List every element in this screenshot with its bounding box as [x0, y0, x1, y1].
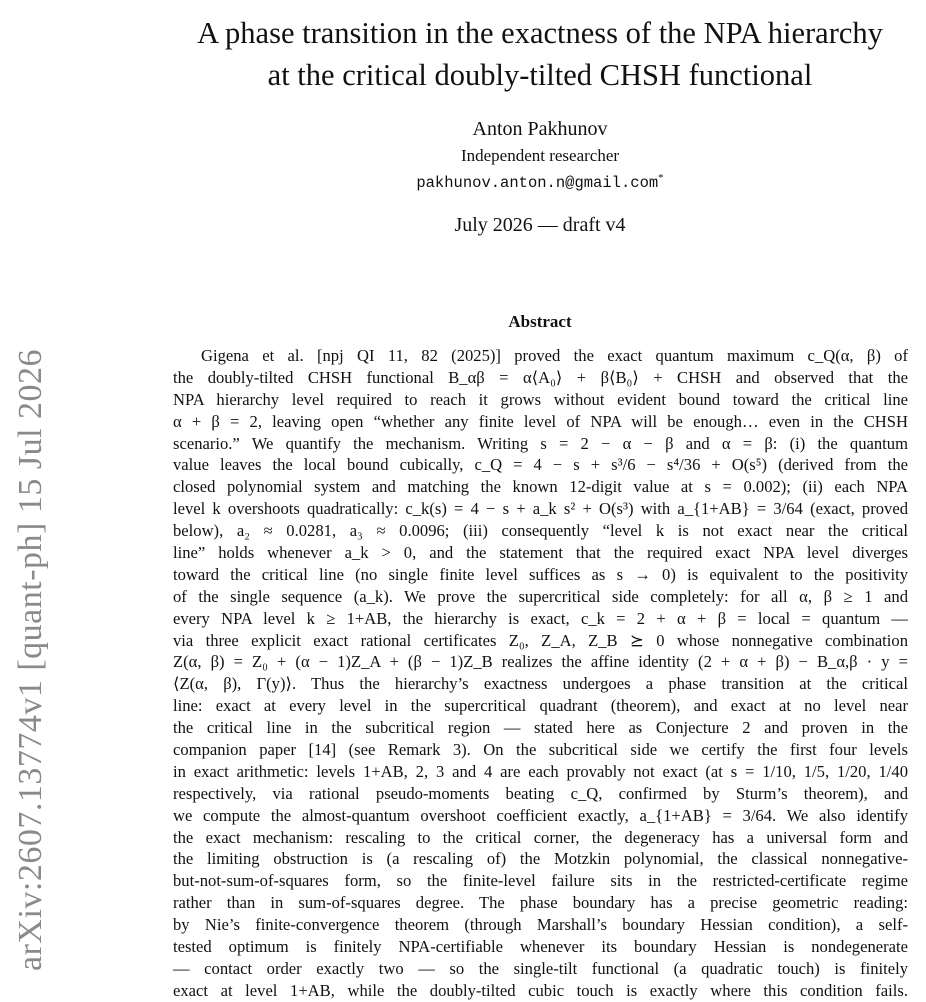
abstract-line: — contact order exactly two — so the single-tilt functional (a quadratic touch) is finitely	[173, 958, 908, 978]
title-line-1: A phase transition in the exactness of the NPA hierarchy	[197, 16, 883, 50]
abstract-line: closed polynomial system and matching the known 12-digit value at s = 0.002); (ii) each NPA	[173, 477, 908, 497]
author-email[interactable]	[150, 172, 926, 192]
footnote-mark: *	[658, 172, 664, 184]
abstract-line: respectively, via rational pseudo-moments beating c_Q, confirmed by Sturm’s theorem), and	[173, 783, 908, 803]
abstract-line: ⟨Z(α, β), Γ(y)⟩. Thus the hierarchy’s exactness undergoes a phase transition at the critical	[173, 674, 908, 694]
abstract-line: tested optimum is finitely NPA-certifiable whenever its boundary Hessian is nondegenerate	[173, 937, 908, 957]
arxiv-sidebar	[8, 0, 54, 1000]
abstract-line: but-not-sum-of-squares form, so the finite-level failure sits in the restricted-certificate regime	[173, 871, 908, 891]
paper-date: July 2026 — draft v4	[454, 214, 626, 236]
abstract-line: Z(α, β) = Z₀ + (α − 1)Z_A + (β − 1)Z_B realizes the affine identity (2 + α + β) − B_α,β · y =	[173, 652, 908, 672]
paper-title	[150, 12, 926, 96]
abstract-line: scenario.” We quantify the mechanism. Writing s = 2 − α − β and α = β: (i) the quantum	[173, 433, 908, 453]
abstract-line: by Nie’s finite-convergence theorem (through Marshall’s boundary Hessian condition), a self-	[173, 915, 908, 935]
title-line-2: at the critical doubly-tilted CHSH functional	[267, 58, 813, 92]
abstract-line: value leaves the local bound cubically, c_Q = 4 − s + s³/6 − s⁴/36 + O(s⁵) (derived from the	[173, 455, 908, 475]
abstract-line: every NPA level k ≥ 1+AB, the hierarchy is exact, c_k = 2 + α + β = local = quantum —	[173, 608, 908, 628]
abstract-line: NPA hierarchy level required to reach it grows without evident bound toward the critical line	[173, 389, 908, 409]
abstract-line: of the single sequence (a_k). We prove the supercritical side completely: for all α, β ≥ 1 and	[173, 586, 908, 606]
abstract-line: line” holds whenever a_k > 0, and the statement that the required exact NPA level diverges	[173, 543, 908, 563]
abstract-line: toward the critical line (no single finite level suffices as s → 0) is equivalent to the positivity	[173, 564, 908, 584]
abstract-line: the exact mechanism: rescaling to the critical corner, the degeneracy has a universal form and	[173, 827, 908, 847]
abstract-heading: Abstract	[508, 312, 572, 331]
abstract-line: the critical line in the subcritical region — stated here as Conjecture 2 and proven in the	[173, 718, 908, 738]
abstract-line: below), a₂ ≈ 0.0281, a₃ ≈ 0.0096; (iii) consequently “level k is not exact near the critical	[173, 521, 908, 541]
abstract-line: we compute the almost-quantum overshoot coefficient exactly, a_{1+AB} = 3/64. We also identify	[173, 805, 908, 825]
author-name: Anton Pakhunov	[472, 118, 608, 140]
abstract-line: the limiting obstruction is (a rescaling of) the Motzkin polynomial, the classical nonnegative-	[173, 849, 908, 869]
abstract-body	[173, 345, 908, 1002]
email-address[interactable]: pakhunov.anton.n@gmail.com	[416, 174, 659, 193]
abstract-line: exact at level 1+AB, while the doubly-tilted cubic touch is exactly where this condition fails.	[173, 980, 908, 1000]
arxiv-identifier: arXiv:2607.13774v1 [quant-ph] 15 Jul 2026	[12, 348, 49, 972]
abstract-line: the doubly-tilted CHSH functional B_αβ = α⟨A₀⟩ + β⟨B₀⟩ + CHSH and observed that the	[173, 367, 908, 387]
abstract-line: Gigena et al. [npj QI 11, 82 (2025)] proved the exact quantum maximum c_Q(α, β) of	[201, 346, 908, 365]
abstract-line: α + β = 2, leaving open “whether any finite level of NPA will be enough… even in the CHSH	[173, 411, 908, 431]
abstract-line: in exact arithmetic: levels 1+AB, 2, 3 and 4 are each provably not exact (at s = 1/10, 1/5, 1/20, 1/40	[173, 761, 908, 781]
abstract-line: via three explicit exact rational certificates Z₀, Z_A, Z_B ⪰ 0 whose nonnegative combination	[173, 630, 908, 650]
abstract-line: level k overshoots quadratically: c_k(s) = 4 − s + a_k s² + O(s³) with a_{1+AB} = 3/64 (exact, proved	[173, 499, 908, 519]
abstract-line: rather than in sum-of-squares degree. The phase boundary has a precise geometric reading:	[173, 893, 908, 913]
affiliation: Independent researcher	[460, 146, 620, 165]
abstract-line: line: exact at every level in the supercritical quadrant (theorem), and exact at no level near	[173, 696, 908, 716]
abstract-line: companion paper [14] (see Remark 3). On the subcritical side we certify the first four levels	[173, 740, 908, 760]
